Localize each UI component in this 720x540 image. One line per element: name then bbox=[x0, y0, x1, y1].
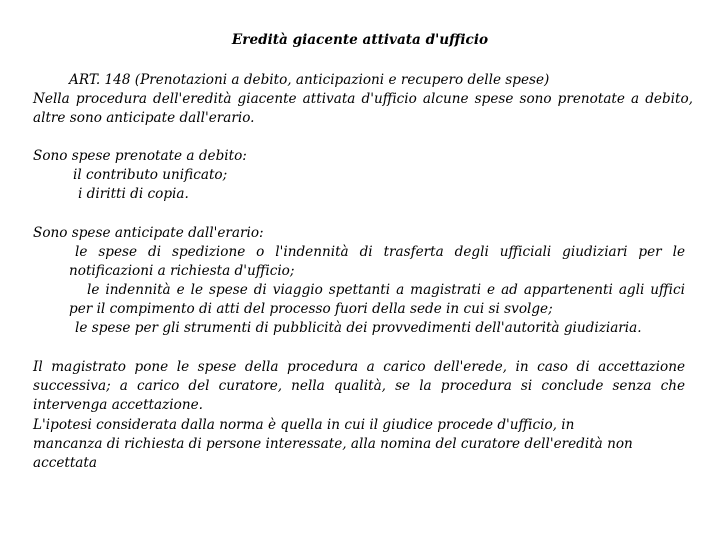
magistrato-section bbox=[33, 358, 685, 415]
magistrato-paragraph: Il magistrato pone le spese della procedura a carico dell'erede, in caso di accettazione successiva; a carico del curatore, nella qualità, se la procedura si conclude senza che intervenga accettazione. bbox=[33, 359, 685, 413]
anticipate-item: le spese per gli strumenti di pubblicità dei provvedimenti dell'autorità giudiziaria. bbox=[75, 320, 642, 336]
prenotate-section bbox=[33, 147, 693, 204]
prenotate-item: i diritti di copia. bbox=[78, 186, 189, 202]
anticipate-section bbox=[33, 224, 685, 338]
article-section bbox=[33, 71, 693, 128]
document-title: Eredità giacente attivata d'ufficio bbox=[231, 32, 489, 48]
anticipate-item: le spese di spedizione o l'indennità di trasferta degli ufficiali giudiziari per le notificazioni a richiesta d'ufficio; bbox=[69, 244, 685, 279]
intro-paragraph: Nella procedura dell'eredità giacente attivata d'ufficio alcune spese sono prenotate a debito, altre sono anticipate dall'erario. bbox=[33, 91, 693, 126]
article-heading: ART. 148 (Prenotazioni a debito, anticipazioni e recupero delle spese) bbox=[69, 72, 550, 88]
ipotesi-section bbox=[33, 416, 633, 473]
prenotate-heading: Sono spese prenotate a debito: bbox=[33, 148, 247, 164]
ipotesi-paragraph: L'ipotesi considerata dalla norma è quella in cui il giudice procede d'ufficio, in mancanza di richiesta di persone interessate, alla nomina del curatore dell'eredità non accettata bbox=[33, 417, 633, 471]
prenotate-item: il contributo unificato; bbox=[73, 167, 228, 183]
anticipate-item: le indennità e le spese di viaggio spettanti a magistrati e ad appartenenti agli uffici per il compimento di atti del processo fuori della sede in cui si svolge; bbox=[69, 282, 685, 317]
anticipate-heading: Sono spese anticipate dall'erario: bbox=[33, 225, 264, 241]
